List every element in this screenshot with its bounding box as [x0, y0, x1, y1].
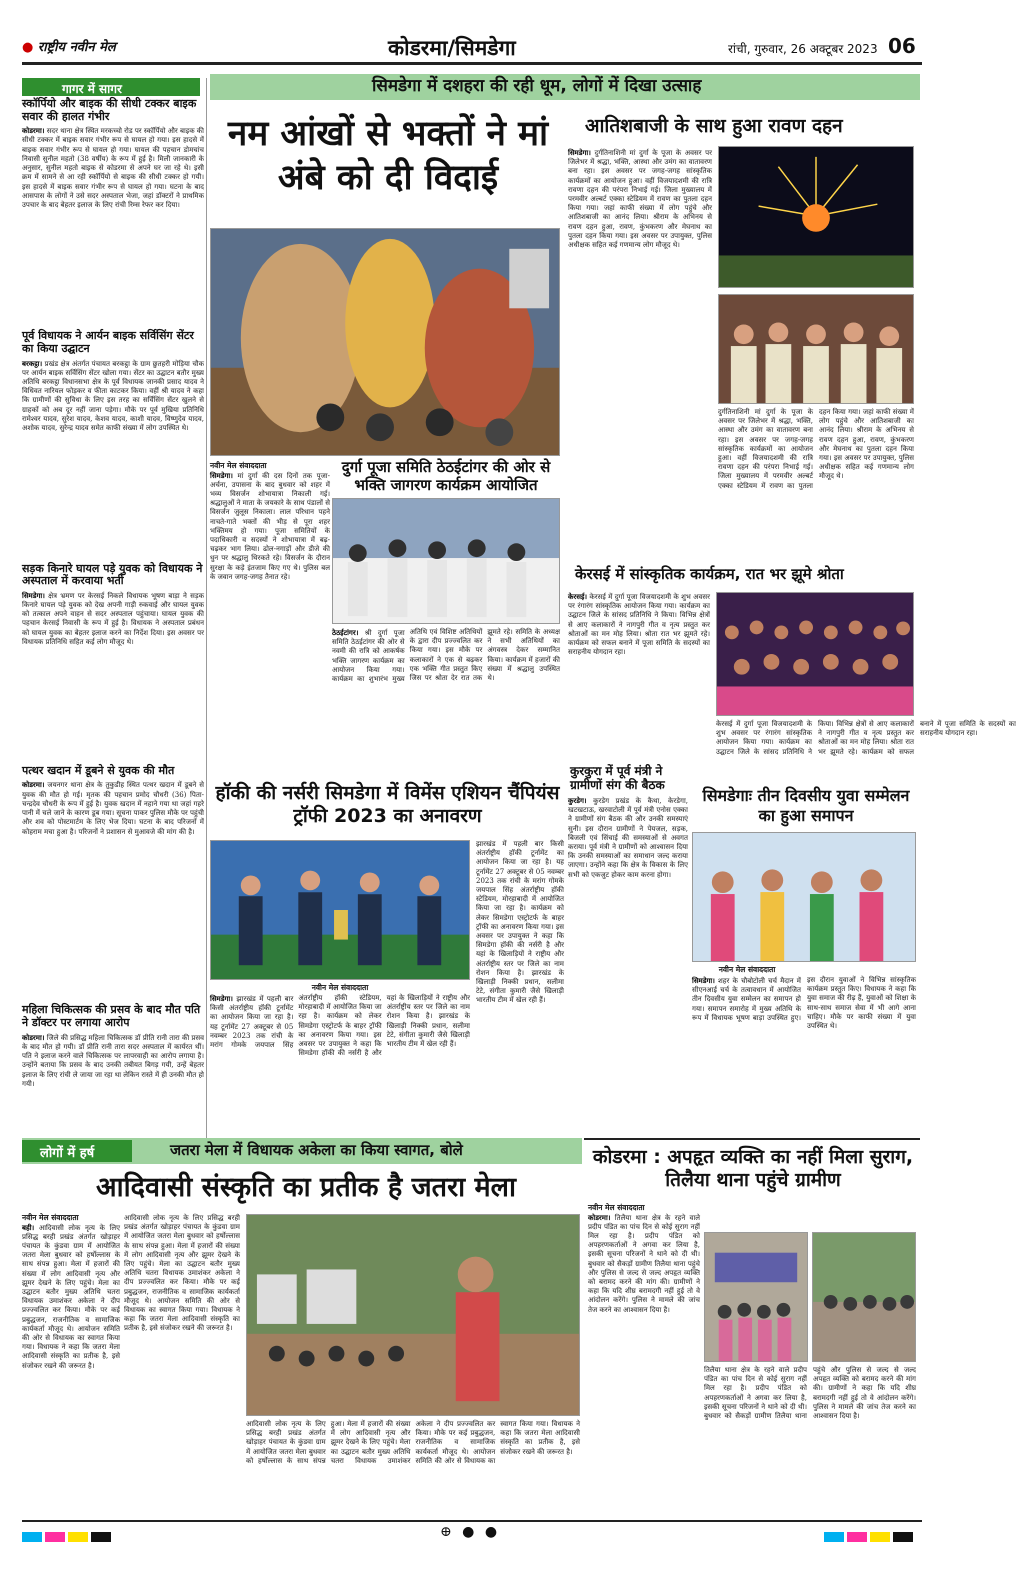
- story-headline: महिला चिकित्सक की प्रसव के बाद मौत पति ने डॉक्टर पर लगाया आरोप: [22, 1003, 201, 1030]
- jatra-article: नवीन मेल संवाददाता बही। आदिवासी लोक नृत्य के लिए प्रसिद्ध बरही प्रखंड अंतर्गत खोड़ाहर पंचायत के कुंडवा ग्राम में आयोजित जतरा मेला बुधवार को हर्षोल्लास के साथ संपन्न हुआ। मेला में हजारों की संख्या में लोग आदिवासी नृत्य और झूमर देखने के लिए पहुंचे। मेला का उद्घाटन बतौर मुख्य अतिथि चतरा विधायक उमाशंकर अकेला ने दीप प्रज्ज्वलित कर किया। मौके पर कई प्रबुद्धजन, राजनीतिक व सामाजिक कार्यकर्ता मौजूद थे। आयोजन समिति की ओर से विधायक का स्वागत किया गया। विधायक ने कहा कि जतरा मेला आदिवासी संस्कृति का प्रतीक है, इसे संजोकर रखने की जरूरत है।: [22, 1214, 120, 1468]
- masthead-rule: [22, 62, 922, 65]
- yuva-body: सिमडेगा। शहर के चौबोटोली चर्च मैदान में सीएनआई चर्च के तत्वावधान में आयोजित तीन दिवसीय युवा सम्मेलन का समापन हो गया। समापन समारोह में मुख्य अतिथि के रूप में विधायक भूषण बाड़ा उपस्थित हुए। इस दौरान युवाओं ने विभिन्न सांस्कृतिक कार्यक्रम प्रस्तुत किए। विधायक ने कहा कि युवा समाज की रीढ़ हैं, युवाओं को शिक्षा के साथ-साथ समाज सेवा में भी आगे आना चाहिए। मौके पर काफी संख्या में युवा उपस्थित थे।: [692, 976, 916, 1031]
- kersai-body: केरसई। केरसई में दुर्गा पूजा विजयादशमी के शुभ अवसर पर रंगारंग सांस्कृतिक आयोजन किया गया। कार्यक्रम का उद्घाटन जिले के सांसद प्रतिनिधि ने किया। विभिन्न क्षेत्रों से आए कलाकारों ने नागपुरी गीत व नृत्य प्रस्तुत कर श्रोताओं का मन मोह लिया। श्रोता रात भर झूमते रहे। कार्यक्रम को सफल बनाने में पूजा समिति के सदस्यों का सराहनीय योगदान रहा।: [568, 592, 710, 657]
- kersai-photo: [716, 592, 914, 716]
- registration-marks: ⊕ ● ●: [440, 1524, 501, 1540]
- lead-kicker: सिमडेगा में दशहरा की रही धूम, लोगों में दिखा उत्साह: [372, 76, 702, 96]
- kersai-body-cont: केरसई में दुर्गा पूजा विजयादशमी के शुभ अवसर पर रंगारंग सांस्कृतिक आयोजन किया गया। कार्यक्रम का उद्घाटन जिले के सांसद प्रतिनिधि ने किया। विभिन्न क्षेत्रों से आए कलाकारों ने नागपुरी गीत व नृत्य प्रस्तुत कर श्रोताओं का मन मोह लिया। श्रोता रात भर झूमते रहे। कार्यक्रम को सफल बनाने में पूजा समिति के सदस्यों का सराहनीय योगदान रहा।: [716, 720, 1016, 756]
- story-body: कोडरमा। सदर थाना क्षेत्र स्थित मरकच्चो रोड पर स्कॉर्पियो और बाइक की सीधी टक्कर में बाइक सवार गंभीर रूप से घायल हो गया। इस हादसे में बाइक सवार गंभीर रूप से घायल हो गया। घायल की पहचान डोमचांच निवासी सुनील महतो (38 वर्षीय) के रूप में हुई है। मिली जानकारी के अनुसार, सुनील महतो बाइक से कोडरमा से अपने घर जा रहे थे। इसी क्रम में सामने से आ रही स्कॉर्पियो से बाइक की सीधी टक्कर हो गयी। इस हादसे में बाइक सवार गंभीर रूप से घायल हो गया। घटना के बाद आसपास के लोगों ने उसे सदर अस्पताल भेजा, जहां डॉक्टरों ने प्राथमिक उपचार के बाद बेहतर इलाज के लिए रांची रिम्स रेफर कर दिया।: [22, 126, 204, 209]
- yuva-headline: सिमडेगाः तीन दिवसीय युवा सम्मेलन का हुआ समापन: [702, 786, 910, 825]
- registration-bar-left: [22, 1527, 114, 1546]
- story-body: बरकट्ठा। प्रखंड क्षेत्र अंतर्गत पंचायत बरकट्ठा के ग्राम छुतहरी मोड़िया चौक पर आर्यन बाइक सर्विसिंग सेंटर खोला गया। सेंटर का उद्घाटन बतौर मुख्य अतिथि बरकट्ठा विधानसभा क्षेत्र के पूर्व विधायक जानकी प्रसाद यादव ने विधिवत नारियल फोड़कर व फीता काटकर किया। वहीं श्री यादव ने कहा कि ग्रामीणों की सुविधा के लिए इस तरह का सर्विसिंग सेंटर खुलने से ग्राहकों को अब दूर नहीं जाना पड़ेगा। मौके पर पूर्व मुखिया प्रतिनिधि रामेश्वर यादव, सुरेश यादव, केशव यादव, काशी यादव, विष्णुदेव यादव, अशोक यादव, सुरेन्द्र यादव समेत काफी संख्या में लोग उपस्थित थे।: [22, 358, 204, 432]
- story-body: कोडरमा। जिले की प्रसिद्ध महिला चिकित्सक डॉ प्रीति रानी तारा की प्रसव के बाद मौत हो गयी। डॉ प्रीति रानी तारा सदर अस्पताल में कार्यरत थीं। पति ने इलाज करने वाले चिकित्सक पर लापरवाही का आरोप लगाया है। उन्होंने बताया कि प्रसव के बाद उनकी तबीयत बिगड़ गयी, उन्हें बेहतर इलाज के लिए रांची ले जाया जा रहा था लेकिन रास्ते में ही उनकी मौत हो गयी।: [22, 1032, 204, 1088]
- kodarma-body-cont: तिलैया थाना क्षेत्र के रहने वाले प्रदीप पंडित का पांच दिन से कोई सुराग नहीं मिल रहा है। प्रदीप पंडित को अपहरणकर्ताओं ने अगवा कर लिया है, इसकी सूचना परिजनों ने थाने को दी थी। बुधवार को सैकड़ों ग्रामीण तिलैया थाना पहुंचे और पुलिस से जल्द से जल्द अपहृत व्यक्ति को बरामद करने की मांग की। ग्रामीणों ने कहा कि यदि शीघ्र बरामदगी नहीं हुई तो वे आंदोलन करेंगे। पुलिस ने मामले की जांच तेज करने का आश्वासन दिया है।: [704, 1366, 916, 1421]
- lead-byline: नवीन मेल संवाददाता: [210, 461, 267, 470]
- hockey-body: सिमडेगा। झारखंड में पहली बार किसी अंतर्राष्ट्रीय हॉकी टूर्नामेंट का आयोजन किया जा रहा है। यह टूर्नामेंट 27 अक्टूबर से 05 नवम्बर 2023 तक रांची के मरांग गोमके जयपाल सिंह अंतर्राष्ट्रीय हॉकी स्टेडियम, मोरहाबादी में आयोजित किया जा रहा है। कार्यक्रम को लेकर सिमडेगा एस्ट्रोटर्फ के बाहर ट्रॉफी का अनावरण किया गया। इस अवसर पर उपायुक्त ने कहा कि सिमडेगा हॉकी की नर्सरी है और यहां के खिलाड़ियों ने राष्ट्रीय और अंतर्राष्ट्रीय स्तर पर जिले का नाम रोशन किया है। झारखंड के खिलाड़ी निक्की प्रधान, सलीमा टेटे, संगीता कुमारी जैसे खिलाड़ी भारतीय टीम में खेल रही हैं।: [210, 994, 470, 1058]
- durga-headline: दुर्गा पूजा समिति ठेठईटांगर की ओर से भक्ति जागरण कार्यक्रम आयोजित: [341, 458, 551, 494]
- kodarma-body: कोडरमा। तिलैया थाना क्षेत्र के रहने वाले प्रदीप पंडित का पांच दिन से कोई सुराग नहीं मिल रहा है। प्रदीप पंडित को अपहरणकर्ताओं ने अगवा कर लिया है, इसकी सूचना परिजनों ने थाने को दी थी। बुधवार को सैकड़ों ग्रामीण तिलैया थाना पहुंचे और पुलिस से जल्द से जल्द अपहृत व्यक्ति को बरामद करने की मांग की। ग्रामीणों ने कहा कि यदि शीघ्र बरामदगी नहीं हुई तो वे आंदोलन करेंगे। पुलिस ने मामले की जांच तेज करने का आश्वासन दिया है।: [588, 1212, 700, 1314]
- masthead-date: रांची, गुरुवार, 26 अक्टूबर 2023: [728, 42, 878, 56]
- masthead-section: कोडरमा/सिमडेगा: [388, 36, 516, 60]
- ravan-body-cont: दुर्गतिनाशिनी मां दुर्गा के पूजा के अवसर पर जिलेभर में श्रद्धा, भक्ति, आस्था और उमंग का वातावरण बना रहा। इस अवसर पर जगह-जगह सांस्कृतिक कार्यक्रमों का आयोजन हुआ। वहीं विजयादशमी की रात्रि रावणा दहन की परंपरा निभाई गई। जिला मुख्यालय में परमवीर अल्बर्ट एक्का स्टेडियम में रावण का पुतला दहन किया गया। जहां काफी संख्या में लोग पहुंचे और आतिशबाजी का आनंद लिया। श्रीराम के अभिनय से रावण दहन हुआ, रावण, कुंभकरण और मेघनाथ का पुतला दहन किया गया। इस अवसर पर उपायुक्त, पुलिस अधीक्षक सहित कई गणमान्य लोग मौजूद थे।: [718, 408, 914, 490]
- story-body: कोडरमा। जयनगर थाना क्षेत्र के तुकुडीह स्थित पत्थर खदान में डूबने से युवक की मौत हो गई। मृतक की पहचान प्रमोद चौधरी (36) पिता-चन्द्रदेव चौधरी के रूप में हुई है। युवक खदान में नहाने गया था जहां गहरे पानी में चले जाने के कारण डूब गया। सूचना पाकर पुलिस मौके पर पहुंची और शव को पोस्टमार्टम के लिए भेज दिया। घटना के बाद परिजनों में कोहराम मचा हुआ है। परिजनों ने प्रशासन से मुआवजे की मांग की है।: [22, 780, 204, 836]
- kodarma-photo-1: [704, 1232, 808, 1362]
- story-headline: पूर्व विधायक ने आर्यन बाइक सर्विसिंग सेंटर का किया उद्घाटन: [22, 329, 194, 355]
- lead-body: सिमडेगा। मां दुर्गा की दस दिनों तक पूजा-अर्चना, उपासना के बाद बुधवार को शहर में भव्य विसर्जन शोभायात्रा निकाली गई। श्रद्धालुओं ने माता के जयकारे के साथ पंडालों से विसर्जन जुलूस निकाला। लाल परिधान पहने नाचते-गाते भक्तों की भीड़ से पूरा शहर भक्तिमय हो गया। पूजा समितियों के पदाधिकारी व सदस्यों ने शोभायात्रा में बढ़-चढ़कर भाग लिया। ढोल-नगाड़ों और डीजे की धुन पर श्रद्धालु थिरकते रहे। विसर्जन के दौरान सुरक्षा के कड़े इंतजाम किए गए थे। पुलिस बल के जवान जगह-जगह तैनात रहे।: [210, 470, 330, 581]
- ravan-body: सिमडेगा। दुर्गतिनाशिनी मां दुर्गा के पूजा के अवसर पर जिलेभर में श्रद्धा, भक्ति, आस्था और उमंग का वातावरण बना रहा। इस अवसर पर जगह-जगह सांस्कृतिक कार्यक्रमों का आयोजन हुआ। वहीं विजयादशमी की रात्रि रावणा दहन की परंपरा निभाई गई। जिला मुख्यालय में परमवीर अल्बर्ट एक्का स्टेडियम में रावण का पुतला दहन किया गया। जहां काफी संख्या में लोग पहुंचे और आतिशबाजी का आनंद लिया। श्रीराम के अभिनय से रावण दहन हुआ, रावण, कुंभकरण और मेघनाथ का पुतला दहन किया गया। इस अवसर पर उपायुक्त, पुलिस अधीक्षक सहित कई गणमान्य लोग मौजूद थे।: [568, 148, 712, 250]
- kodarma-article: नवीन मेल संवाददाता कोडरमा। तिलैया थाना क्षेत्र के रहने वाले प्रदीप पंडित का पांच दिन से कोई सुराग नहीं मिल रहा है। प्रदीप पंडित को अपहरणकर्ताओं ने अगवा कर लिया है, इसकी सूचना परिजनों ने थाने को दी थी। बुधवार को सैकड़ों ग्रामीण तिलैया थाना पहुंचे और पुलिस से जल्द से जल्द अपहृत व्यक्ति को बरामद करने की मांग की। ग्रामीणों ने कहा कि यदि शीघ्र बरामदगी नहीं हुई तो वे आंदोलन करेंगे। पुलिस ने मामले की जांच तेज करने का आश्वासन दिया है।: [588, 1204, 700, 1468]
- ravan-photo-dignitaries: [718, 294, 914, 404]
- jatra-kicker: जतरा मेला में विधायक अकेला का किया स्वागत, बोले: [170, 1141, 463, 1159]
- jatra-caption-text: आदिवासी लोक नृत्य के लिए प्रसिद्ध बरही प्रखंड अंतर्गत खोड़ाहर पंचायत के कुंडवा ग्राम में आयोजित जतरा मेला बुधवार को हर्षोल्लास के साथ संपन्न हुआ। मेला में हजारों की संख्या में लोग आदिवासी नृत्य और झूमर देखने के लिए पहुंचे। मेला का उद्घाटन बतौर मुख्य अतिथि चतरा विधायक उमाशंकर अकेला ने दीप प्रज्ज्वलित कर किया। मौके पर कई प्रबुद्धजन, राजनीतिक व सामाजिक कार्यकर्ता मौजूद थे। आयोजन समिति की ओर से विधायक का स्वागत किया गया। विधायक ने कहा कि जतरा मेला आदिवासी संस्कृति का प्रतीक है, इसे संजोकर रखने की जरूरत है।: [246, 1420, 580, 1465]
- durga-body: ठेठईटांगर। श्री दुर्गा पूजा समिति ठेठईटांगर की ओर से नवमी की रात्रि को आकर्षक भक्ति जागरण कार्यक्रम का आयोजन किया गया। कार्यक्रम का शुभारंभ मुख्य अतिथि एवं विशिष्ट अतिथियों के द्वारा दीप प्रज्ज्वलित कर किया गया। इस मौके पर कलाकारों ने एक से बढ़कर एक भक्ति गीत प्रस्तुत किए जिस पर श्रोता देर रात तक झूमते रहे। समिति के अध्यक्ष ने सभी अतिथियों का अंगवस्त्र देकर सम्मानित किया। कार्यक्रम में हजारों की संख्या में श्रद्धालु उपस्थित थे।: [332, 628, 560, 684]
- jatra-photo: [246, 1214, 580, 1416]
- kurkura-headline: कुरकुरा में पूर्व मंत्री ने ग्रामीणों संग की बैठक: [570, 764, 665, 792]
- yuva-byline: नवीन मेल संवाददाता: [718, 965, 776, 974]
- jatra-body: बही। आदिवासी लोक नृत्य के लिए प्रसिद्ध बरही प्रखंड अंतर्गत खोड़ाहर पंचायत के कुंडवा ग्राम में आयोजित जतरा मेला बुधवार को हर्षोल्लास के साथ संपन्न हुआ। मेला में हजारों की संख्या में लोग आदिवासी नृत्य और झूमर देखने के लिए पहुंचे। मेला का उद्घाटन बतौर मुख्य अतिथि चतरा विधायक उमाशंकर अकेला ने दीप प्रज्ज्वलित कर किया। मौके पर कई प्रबुद्धजन, राजनीतिक व सामाजिक कार्यकर्ता मौजूद थे। आयोजन समिति की ओर से विधायक का स्वागत किया गया। विधायक ने कहा कि जतरा मेला आदिवासी संस्कृति का प्रतीक है, इसे संजोकर रखने की जरूरत है।: [22, 1222, 120, 1370]
- hockey-byline: नवीन मेल संवाददाता: [311, 983, 369, 992]
- page-number: 06: [888, 34, 916, 58]
- kodarma-headline: कोडरमा : अपहृत व्यक्ति का नहीं मिला सुराग, तिलैया थाना पहुंचे ग्रामीण: [592, 1146, 914, 1191]
- story-headline: सड़क किनारे घायल पड़े युवक को विधायक ने अस्पताल में करवाया भर्ती: [22, 561, 203, 588]
- section-tab-harsh: लोगों में हर्ष: [22, 1140, 132, 1162]
- kurkura-body: कुरडेग। कुरडेग प्रखंड के कैथा, केरडेगा, खटखटाऊ, खरवाटोली में पूर्व मंत्री एनोस एक्का ने ग्रामीणों संग बैठक की और उनकी समस्याएं सुनी। इस दौरान ग्रामीणों ने पेयजल, सड़क, बिजली एवं सिंचाई की समस्याओं से अवगत कराया। पूर्व मंत्री ने ग्रामीणों को आश्वासन दिया कि उनकी समस्याओं का समाधान जल्द कराया जाएगा। उन्होंने कहा कि क्षेत्र के विकास के लिए सभी को एकजुट होकर काम करना होगा।: [568, 796, 688, 879]
- hockey-body-cont: झारखंड में पहली बार किसी अंतर्राष्ट्रीय हॉकी टूर्नामेंट का आयोजन किया जा रहा है। यह टूर्नामेंट 27 अक्टूबर से 05 नवम्बर 2023 तक रांची के मरांग गोमके जयपाल सिंह अंतर्राष्ट्रीय हॉकी स्टेडियम, मोरहाबादी में आयोजित किया जा रहा है। कार्यक्रम को लेकर सिमडेगा एस्ट्रोटर्फ के बाहर ट्रॉफी का अनावरण किया गया। इस अवसर पर उपायुक्त ने कहा कि सिमडेगा हॉकी की नर्सरी है और यहां के खिलाड़ियों ने राष्ट्रीय और अंतर्राष्ट्रीय स्तर पर जिले का नाम रोशन किया है। झारखंड के खिलाड़ी निक्की प्रधान, सलीमा टेटे, संगीता कुमारी जैसे खिलाड़ी भारतीय टीम में खेल रही हैं।: [476, 840, 564, 1005]
- section-tab-gagar: गागर में सागर: [22, 78, 200, 96]
- kodarma-rule: [584, 1138, 920, 1140]
- lead-headline: नम आंखों से भक्तों ने मां अंबे को दी विदाई: [227, 114, 549, 198]
- durga-photo: [332, 498, 560, 624]
- lead-article: [210, 462, 330, 760]
- story-headline: पत्थर खदान में डूबने से युवक की मौत: [22, 763, 175, 777]
- footer-rule: [22, 1520, 922, 1522]
- story-body: सिमडेगा। क्षेत्र भ्रमण पर केरसई निकले विधायक भूषण बाड़ा ने सड़क किनारे घायल पड़े युवक को देख अपनी गाड़ी रुकवाई और घायल युवक को तत्काल अपने वाहन से सदर अस्पताल पहुंचाया। घायल युवक की पहचान केरसई निवासी के रूप में हुई है। विधायक ने अस्पताल प्रबंधन को घायल युवक का बेहतर इलाज करने का निर्देश दिया। इस अवसर पर विधायक प्रतिनिधि सहित कई लोग मौजूद थे।: [22, 590, 204, 646]
- hockey-photo: [210, 840, 470, 980]
- jatra-headline: आदिवासी संस्कृति का प्रतीक है जतरा मेला: [96, 1172, 516, 1203]
- column-rule: [206, 78, 207, 1148]
- ravan-photo-fireworks: [718, 146, 914, 288]
- lead-photo: [210, 228, 560, 456]
- hockey-headline: हॉकी की नर्सरी सिमडेगा में विमेंस एशियन चैंपियंस ट्रॉफी 2023 का अनावरण: [215, 782, 560, 827]
- kodarma-photo-2: [812, 1232, 916, 1362]
- kersai-headline: केरसई में सांस्कृतिक कार्यक्रम, रात भर झूमे श्रोता: [575, 565, 844, 583]
- story-headline: स्कॉर्पियो और बाइक की सीधी टक्कर बाइक सवार की हालत गंभीर: [22, 97, 197, 123]
- masthead-brand: ● राष्ट्रीय नवीन मेल: [22, 40, 116, 55]
- jatra-body-cont: आदिवासी लोक नृत्य के लिए प्रसिद्ध बरही प्रखंड अंतर्गत खोड़ाहर पंचायत के कुंडवा ग्राम में आयोजित जतरा मेला बुधवार को हर्षोल्लास के साथ संपन्न हुआ। मेला में हजारों की संख्या में लोग आदिवासी नृत्य और झूमर देखने के लिए पहुंचे। मेला का उद्घाटन बतौर मुख्य अतिथि चतरा विधायक उमाशंकर अकेला ने दीप प्रज्ज्वलित कर किया। मौके पर कई प्रबुद्धजन, राजनीतिक व सामाजिक कार्यकर्ता मौजूद थे। आयोजन समिति की ओर से विधायक का स्वागत किया गया। विधायक ने कहा कि जतरा मेला आदिवासी संस्कृति का प्रतीक है, इसे संजोकर रखने की जरूरत है।: [124, 1214, 240, 1333]
- registration-bar-right: [824, 1527, 916, 1546]
- ravan-headline: आतिशबाजी के साथ हुआ रावण दहन: [585, 115, 843, 137]
- yuva-photo: [692, 832, 916, 962]
